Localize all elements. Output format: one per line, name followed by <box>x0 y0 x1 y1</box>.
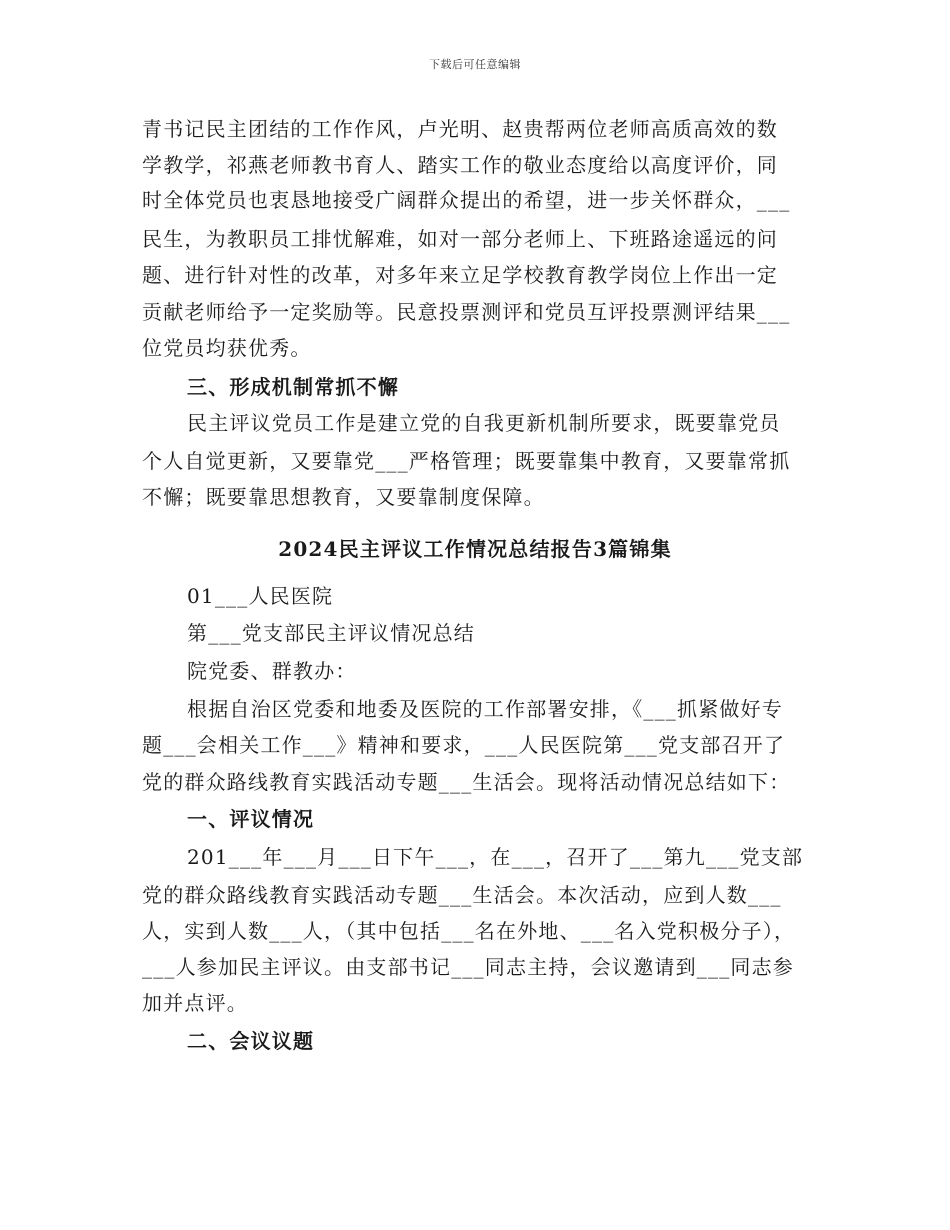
body-line: 院党委、群教办： <box>187 659 357 683</box>
body-line: 加并点评。 <box>142 991 248 1015</box>
body-line: 201___年___月___日下午___，在___，召开了___第九___党支部 <box>187 845 804 869</box>
body-line: 青书记民主团结的工作作风，卢光明、赵贵帮两位老师高质高效的数 <box>142 117 778 141</box>
body-line: 不懈；既要靠思想教育，又要靠制度保障。 <box>142 485 545 509</box>
body-line: 人，实到人数___人，（其中包括___名在外地、___名入党积极分子）， <box>142 919 796 943</box>
body-line: 第___党支部民主评议情况总结 <box>187 621 475 645</box>
body-line: 时全体党员也衷恳地接受广阔群众提出的希望，进一步关怀群众，___ <box>142 188 791 212</box>
body-line: 位党员均获优秀。 <box>142 336 312 360</box>
page-header: 下载后可任意编辑 <box>429 58 521 71</box>
body-line: 题___会相关工作___》精神和要求，___人民医院第___党支部召开了 <box>142 733 786 757</box>
body-line: 题、进行针对性的改革，对多年来立足学校教育教学岗位上作出一定 <box>142 263 778 287</box>
section-heading: 三、形成机制常抓不懈 <box>187 375 399 399</box>
section-heading: 二、会议议题 <box>187 1029 315 1053</box>
body-line: 个人自觉更新，又要靠党___严格管理；既要靠集中教育，又要靠常抓 <box>142 449 791 473</box>
section-heading: 一、评议情况 <box>187 807 315 831</box>
body-line: ___人参加民主评议。由支部书记___同志主持，会议邀请到___同志参 <box>142 955 794 979</box>
body-line: 贡献老师给予一定奖励等。民意投票测评和党员互评投票测评结果___ <box>142 300 791 324</box>
body-line: 根据自治区党委和地委及医院的工作部署安排，《___抓紧做好专 <box>187 697 783 721</box>
document-title: 2024民主评议工作情况总结报告3篇锦集 <box>278 537 672 561</box>
body-line: 民主评议党员工作是建立党的自我更新机制所要求，既要靠党员 <box>187 411 781 435</box>
body-line: 党的群众路线教育实践活动专题___生活会。现将活动情况总结如下： <box>142 770 791 794</box>
body-line: 党的群众路线教育实践活动专题___生活会。本次活动，应到人数___ <box>142 883 782 907</box>
body-line: 学教学，祁燕老师教书育人、踏实工作的敬业态度给以高度评价，同 <box>142 153 778 177</box>
body-line: 01___人民医院 <box>187 584 334 608</box>
body-line: 民生，为教职员工排忧解难，如对一部分老师上、下班路途遥远的问 <box>142 227 778 251</box>
